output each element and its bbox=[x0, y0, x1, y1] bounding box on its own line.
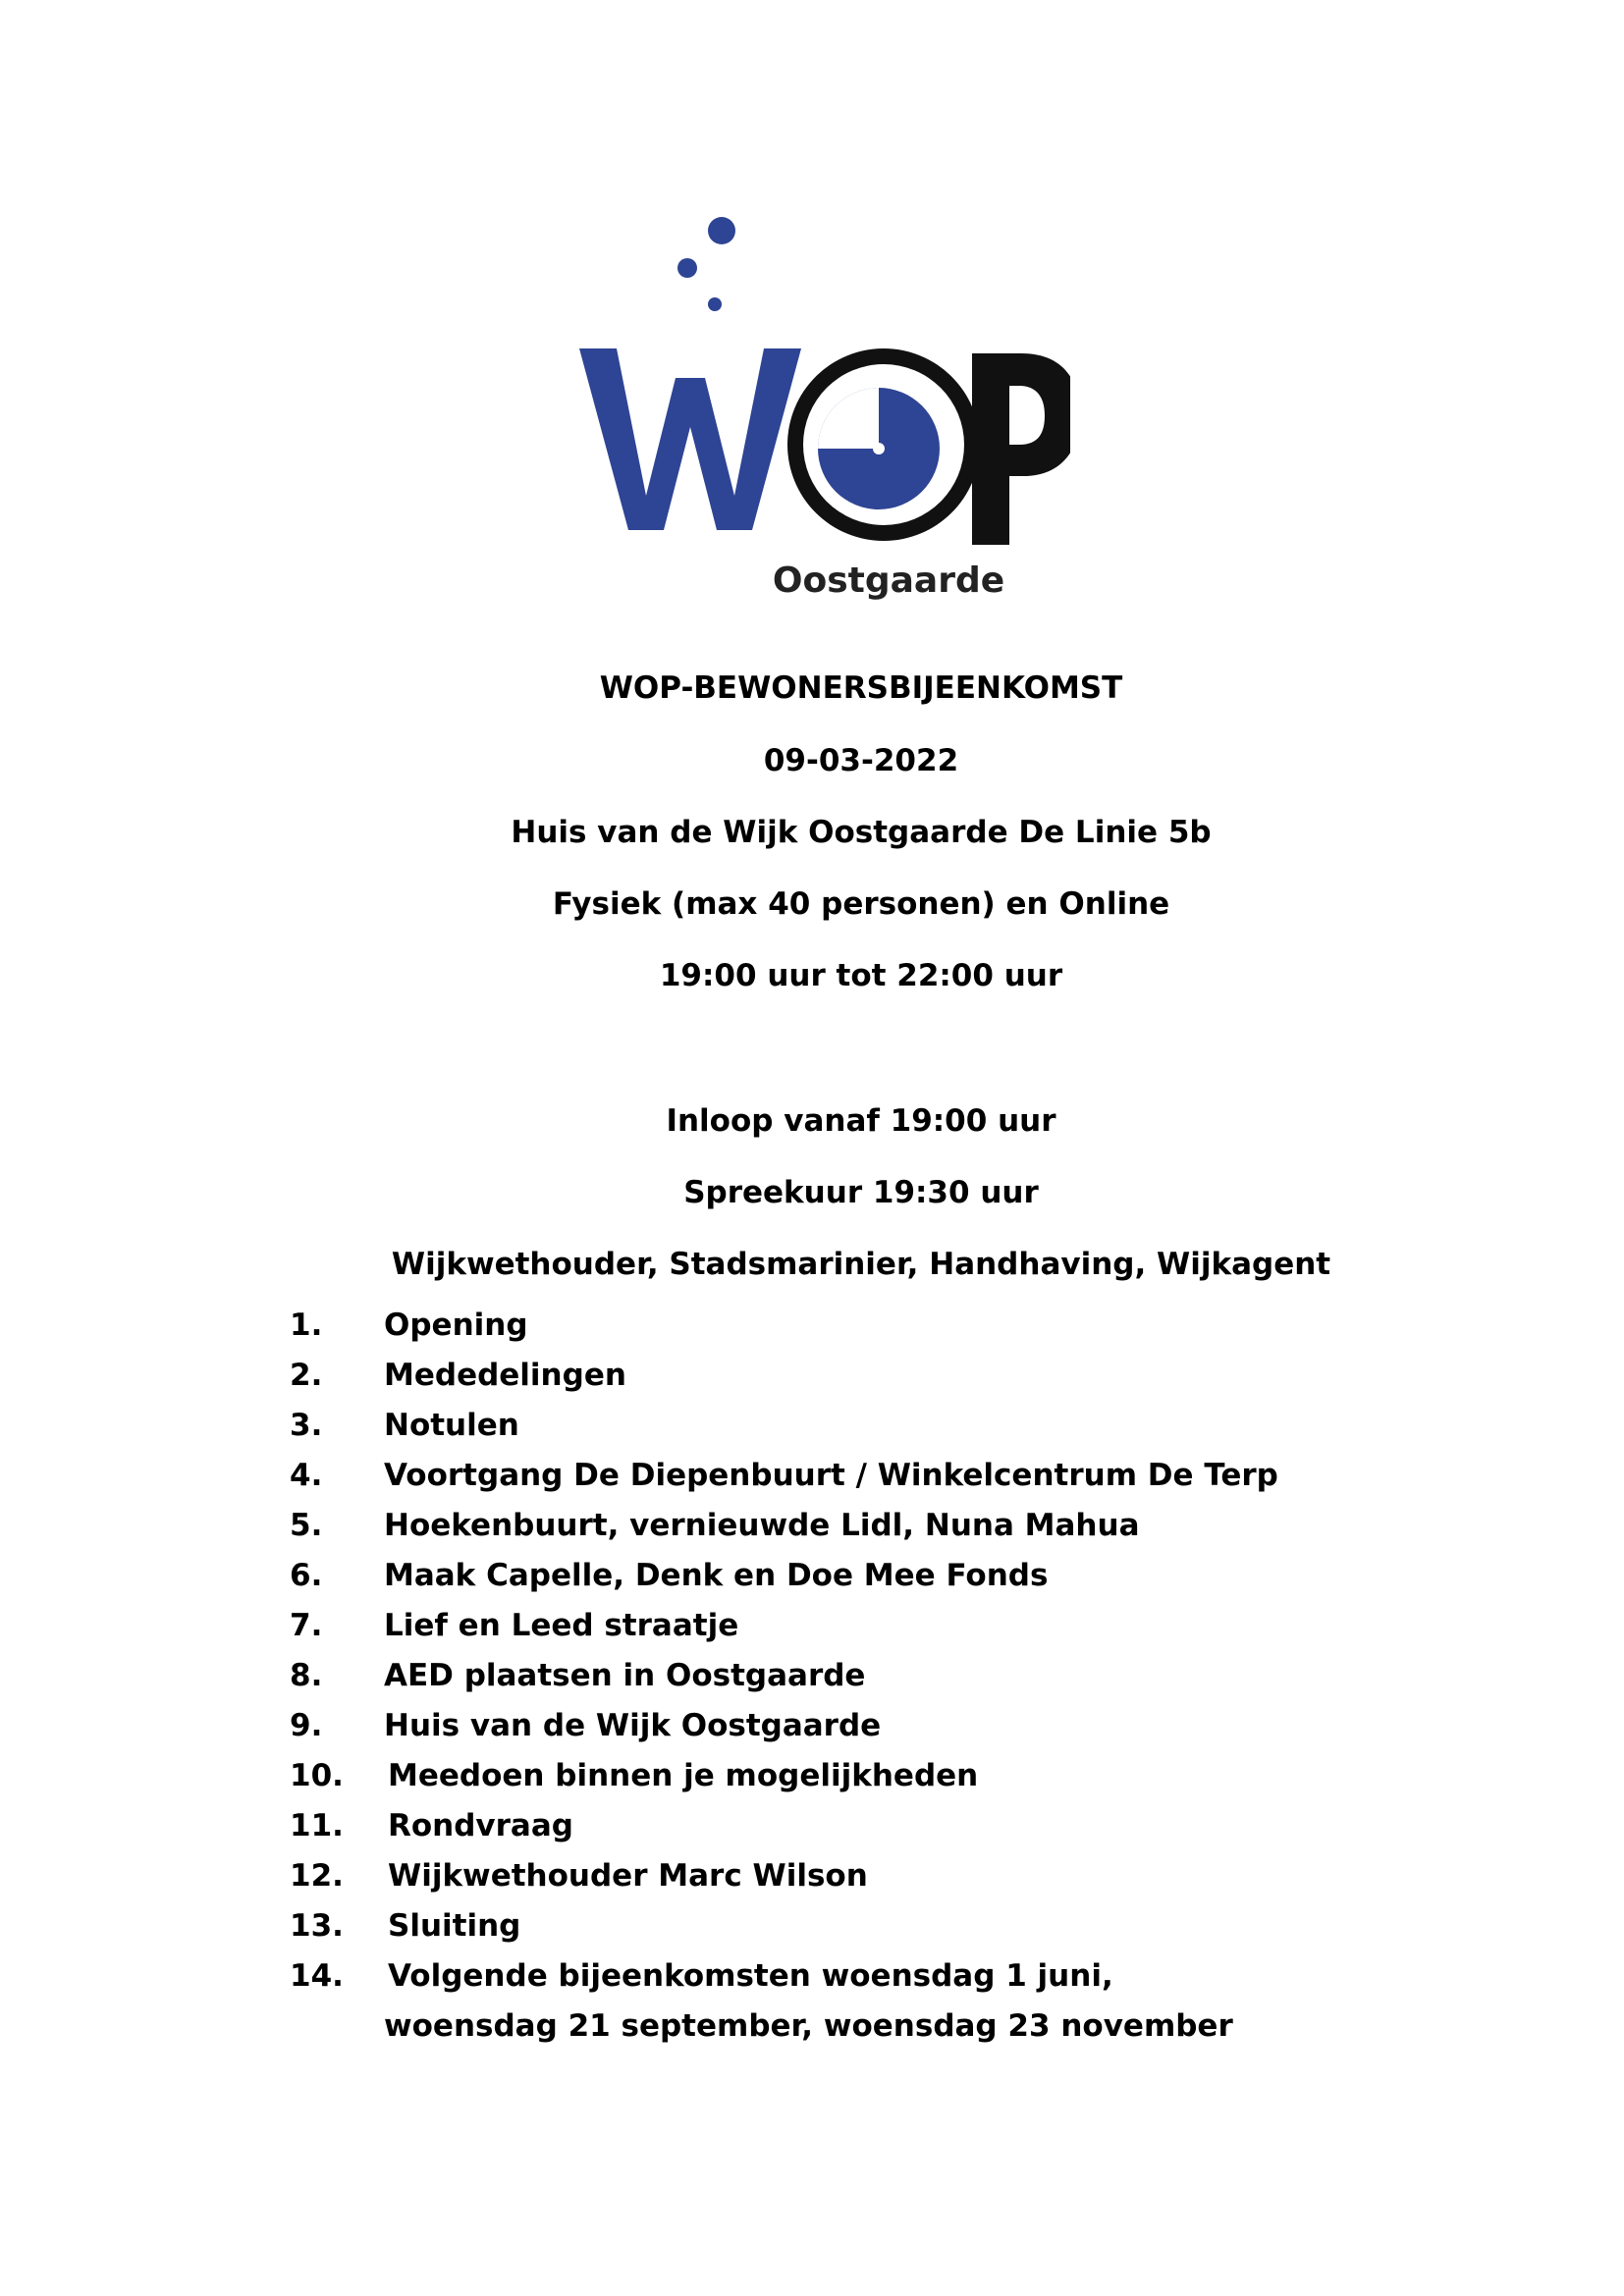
agenda-item bbox=[290, 1656, 1468, 1706]
agenda-item bbox=[290, 1606, 1468, 1656]
agenda-item bbox=[290, 1306, 1468, 1356]
meeting-time: 19:00 uur tot 22:00 uur bbox=[659, 958, 1063, 993]
agenda-item-number: 9. bbox=[290, 1708, 323, 1743]
agenda-item-number: 6. bbox=[290, 1558, 323, 1593]
agenda-item bbox=[290, 1356, 1468, 1406]
agenda-item bbox=[290, 1856, 1468, 1906]
logo-bubble-medium bbox=[677, 258, 697, 278]
agenda-item-number: 3. bbox=[290, 1408, 323, 1443]
agenda-item-number: 1. bbox=[290, 1308, 323, 1343]
agenda-item-number: 2. bbox=[290, 1358, 323, 1393]
agenda-item-number: 13. bbox=[290, 1908, 344, 1944]
logo-subtitle: Oostgaarde bbox=[772, 561, 1005, 601]
agenda-item bbox=[290, 1756, 1468, 1806]
agenda-item bbox=[290, 1506, 1468, 1556]
meeting-date: 09-03-2022 bbox=[763, 743, 959, 778]
agenda-item-continuation: woensdag 21 september, woensdag 23 november bbox=[384, 2008, 1233, 2044]
agenda-item-number: 5. bbox=[290, 1508, 323, 1543]
agenda-item-text: Voortgang De Diepenbuurt / Winkelcentrum De Terp bbox=[384, 1458, 1278, 1493]
agenda-item bbox=[290, 1956, 1468, 2044]
agenda-item-number: 4. bbox=[290, 1458, 323, 1493]
inloop-time: Inloop vanaf 19:00 uur bbox=[666, 1103, 1056, 1139]
agenda-item-text: Sluiting bbox=[388, 1908, 521, 1944]
agenda-item-text: Mededelingen bbox=[384, 1358, 626, 1393]
logo-letter-w bbox=[579, 348, 801, 530]
agenda-item bbox=[290, 1406, 1468, 1456]
agenda-item-number: 8. bbox=[290, 1658, 323, 1693]
agenda-item-text: Rondvraag bbox=[388, 1808, 573, 1843]
agenda-item-number: 7. bbox=[290, 1608, 323, 1643]
agenda-item-text: Volgende bijeenkomsten woensdag 1 juni, bbox=[388, 1958, 1113, 1994]
document-title: WOP-BEWONERSBIJEENKOMST bbox=[599, 670, 1123, 706]
agenda-item bbox=[290, 1456, 1468, 1506]
meeting-format: Fysiek (max 40 personen) en Online bbox=[552, 886, 1170, 922]
agenda-item bbox=[290, 1556, 1468, 1606]
agenda-item-number: 14. bbox=[290, 1958, 344, 1994]
attendees-line: Wijkwethouder, Stadsmarinier, Handhaving, Wijkagent bbox=[391, 1247, 1331, 1282]
agenda-item-text: Huis van de Wijk Oostgaarde bbox=[384, 1708, 882, 1743]
agenda-item-text: Maak Capelle, Denk en Doe Mee Fonds bbox=[384, 1558, 1049, 1593]
agenda-item-number: 12. bbox=[290, 1858, 344, 1894]
agenda-item bbox=[290, 1906, 1468, 1956]
spreekuur-time: Spreekuur 19:30 uur bbox=[683, 1175, 1039, 1210]
agenda-list bbox=[290, 1306, 1468, 2044]
agenda-item-text: Wijkwethouder Marc Wilson bbox=[388, 1858, 868, 1894]
agenda-item-text: Meedoen binnen je mogelijkheden bbox=[388, 1758, 979, 1793]
agenda-item-number: 10. bbox=[290, 1758, 344, 1793]
agenda-item-number: 11. bbox=[290, 1808, 344, 1843]
agenda-item-text: Lief en Leed straatje bbox=[384, 1608, 739, 1643]
agenda-item-text: Hoekenbuurt, vernieuwde Lidl, Nuna Mahua bbox=[384, 1508, 1140, 1543]
meeting-location: Huis van de Wijk Oostgaarde De Linie 5b bbox=[511, 815, 1212, 850]
wop-oostgaarde-logo bbox=[560, 191, 1070, 623]
agenda-item bbox=[290, 1706, 1468, 1756]
agenda-item bbox=[290, 1806, 1468, 1856]
agenda-item-text: Opening bbox=[384, 1308, 528, 1343]
agenda-item-text: Notulen bbox=[384, 1408, 519, 1443]
logo-bubble-large bbox=[708, 217, 735, 244]
agenda-item-text: AED plaatsen in Oostgaarde bbox=[384, 1658, 866, 1693]
logo-bubble-small bbox=[708, 297, 722, 311]
logo-letter-p bbox=[972, 353, 1070, 545]
